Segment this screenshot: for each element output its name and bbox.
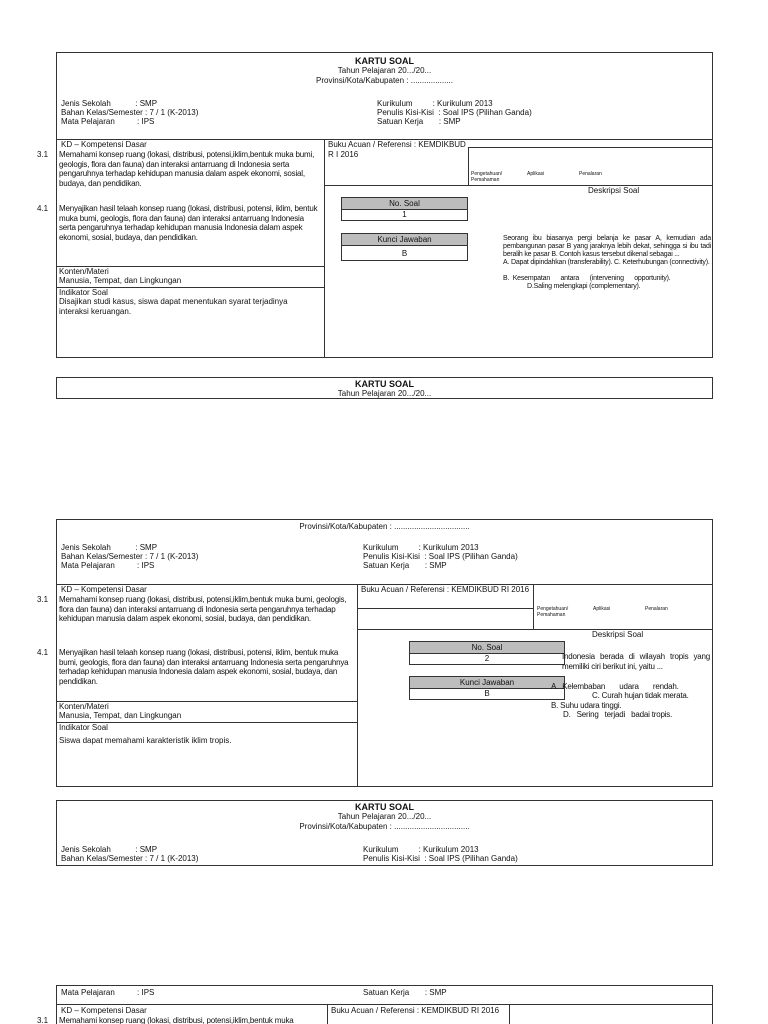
deskripsi-label: Deskripsi Soal [592, 630, 644, 639]
kunci-box [341, 233, 468, 261]
kunci-value: B [401, 249, 408, 258]
subject-field: Mata Pelajaran : IPS [61, 561, 155, 570]
deskripsi-label: Deskripsi Soal [588, 186, 640, 195]
writer-field: Penulis Kisi-Kisi : Soal IPS (Pilihan Ganda) [377, 108, 532, 117]
kd2-text: Menyajikan hasil telaah konsep ruang (lokasi, distribusi, potensi, iklim, bentuk muka bumi, geologis, flora dan fauna) dan interaksi antarruang Indonesia serta pengaruhnya terhadap kehidupan manusia Indonesia dalam aspek ekonomi, sosial, budaya, dan pendidikan. [59, 204, 318, 242]
writer-field: Penulis Kisi-Kisi : Soal IPS (Pilihan Ganda) [363, 854, 518, 863]
konten-value: Manusia, Tempat, dan Lingkungan [59, 276, 182, 285]
option-a: A. Kelembaban udara rendah. [551, 682, 679, 691]
unit-field: Satuan Kerja : SMP [363, 988, 447, 997]
kunci-label: Kunci Jawaban [342, 234, 467, 246]
kartu-soal-card-4 [56, 800, 713, 866]
kd2-number: 4.1 [37, 648, 49, 657]
option-d: D.Saling melengkapi (complementary). [527, 283, 641, 290]
kd-title: KD – Kompetensi Dasar [61, 1006, 147, 1015]
kartu-soal-card-2 [56, 377, 713, 399]
kunci-box [409, 676, 565, 700]
school-field: Jenis Sekolah : SMP [61, 543, 158, 552]
card-year: Tahun Pelajaran 20.../20... [337, 389, 432, 398]
kd1-text: Memahami konsep ruang (lokasi, distribusi, potensi,iklim,bentuk muka bumi, geologis, flora dan fauna) dan interaksi antarruang di Indonesia serta pengaruhnya terhadap kehidupan manusia dalam aspek ekonomi, sosial, budaya, dan pendidikan. [59, 595, 347, 624]
curriculum-field: Kurikulum : Kurikulum 2013 [363, 543, 479, 552]
konten-label: Konten/Materi [59, 267, 109, 276]
buku-acuan: Buku Acuan / Referensi : KEMDIKBUD R I 2016 [328, 140, 466, 159]
card-province: Provinsi/Kota/Kabupaten : .................................. [299, 822, 470, 831]
unit-field: Satuan Kerja : SMP [363, 561, 447, 570]
buku-acuan: Buku Acuan / Referensi : KEMDIKBUD RI 2016 [331, 1006, 500, 1015]
writer-field: Penulis Kisi-Kisi : Soal IPS (Pilihan Ganda) [363, 552, 518, 561]
kd1-text: Memahami konsep ruang (lokasi, distribusi, potensi,iklim,bentuk muka [59, 1016, 294, 1024]
buku-acuan: Buku Acuan / Referensi : KEMDIKBUD RI 2016 [361, 585, 530, 594]
level-aplikasi: Aplikasi [593, 606, 611, 612]
no-soal-box [409, 641, 565, 665]
kunci-label: Kunci Jawaban [410, 677, 564, 689]
card-province: Provinsi/Kota/Kabupaten : ................... [316, 76, 453, 85]
konten-value: Manusia, Tempat, dan Lingkungan [59, 711, 182, 720]
no-soal-value: 2 [484, 654, 490, 663]
subject-field: Mata Pelajaran : IPS [61, 117, 155, 126]
level-aplikasi: Aplikasi [527, 171, 545, 177]
option-b: B. Suhu udara tinggi. [551, 701, 622, 710]
option-b: B. Kesempatan antara (intervening opportunity). [503, 275, 671, 282]
question-text: Indonesia berada di wilayah tropis yang memiliki ciri berikut ini, yaitu ... [562, 652, 710, 671]
card-year: Tahun Pelajaran 20.../20... [337, 812, 432, 821]
kd1-number: 3.1 [37, 1016, 49, 1024]
indikator-label: Indikator Soal [59, 723, 108, 732]
kd-title: KD – Kompetensi Dasar [61, 140, 147, 149]
kd2-text: Menyajikan hasil telaah konsep ruang (lokasi, distribusi, potensi, iklim, bentuk muka bumi, geologis, flora dan fauna) dan interaksi antarruang Indonesia serta pengaruhnya terhadap kehidupan manusia Indonesia dalam aspek ekonomi, sosial, budaya, dan pendidikan. [59, 648, 349, 686]
school-field: Jenis Sekolah : SMP [61, 99, 158, 108]
level-pengetahuan: Pengetahuan/ Pemahaman [537, 606, 569, 618]
grade-field: Bahan Kelas/Semester : 7 / 1 (K-2013) [61, 552, 199, 561]
no-soal-label: No. Soal [410, 642, 564, 654]
kartu-soal-card-5 [37, 985, 713, 1024]
option-c: C. Curah hujan tidak merata. [592, 691, 689, 700]
grade-field: Bahan Kelas/Semester : 7 / 1 (K-2013) [61, 854, 199, 863]
card-title: KARTU SOAL [355, 802, 414, 812]
option-d: D. Sering terjadi badai tropis. [563, 710, 673, 719]
no-soal-label: No. Soal [342, 198, 467, 210]
indikator-label: Indikator Soal [59, 288, 108, 297]
unit-field: Satuan Kerja : SMP [377, 117, 461, 126]
grade-field: Bahan Kelas/Semester : 7 / 1 (K-2013) [61, 108, 199, 117]
card-year: Tahun Pelajaran 20.../20... [337, 66, 432, 75]
curriculum-field: Kurikulum : Kurikulum 2013 [377, 99, 493, 108]
kd2-number: 4.1 [37, 204, 49, 213]
level-penalaran: Penalaran [579, 171, 602, 177]
kartu-soal-card-1 [37, 52, 713, 358]
school-field: Jenis Sekolah : SMP [61, 845, 158, 854]
card-province: Provinsi/Kota/Kabupaten : .................................. [299, 522, 470, 531]
level-penalaran: Penalaran [645, 606, 668, 612]
subject-field: Mata Pelajaran : IPS [61, 988, 155, 997]
kartu-soal-card-3 [37, 519, 713, 787]
no-soal-value: 1 [402, 210, 407, 219]
kd1-number: 3.1 [37, 595, 49, 604]
no-soal-box [341, 197, 468, 221]
indikator-value: Disajikan studi kasus, siswa dapat menentukan syarat terjadinya interaksi keruangan. [59, 297, 288, 316]
question-text: Seorang ibu biasanya pergi belanja ke pasar A, kemudian ada pembangunan pasar B yang jaraknya lebih dekat, sehingga si ibu tadi beralih ke pasar B. Contoh kasus tersebut dikenal sebagai ... [503, 235, 711, 258]
konten-label: Konten/Materi [59, 702, 109, 711]
level-pengetahuan: Pengetahuan/ Pemahaman [471, 171, 503, 183]
kd1-number: 3.1 [37, 150, 49, 159]
curriculum-field: Kurikulum : Kurikulum 2013 [363, 845, 479, 854]
card-title: KARTU SOAL [355, 56, 414, 66]
option-a-c: A. Dapat dipindahkan (transferability). C. Keterhubungan (connectivity). [503, 259, 710, 266]
kd-title: KD – Kompetensi Dasar [61, 585, 147, 594]
indikator-value: Siswa dapat memahami karakteristik iklim tropis. [59, 736, 232, 745]
kd1-text: Memahami konsep ruang (lokasi, distribusi, potensi,iklim,bentuk muka bumi, geologis, flora dan fauna) dan interaksi antarruang di Indonesia serta pengaruhnya terhadap kehidupan manusia dalam aspek ekonomi, sosial, budaya, dan pendidikan. [59, 150, 315, 188]
kunci-value: B [484, 689, 490, 698]
card-title: KARTU SOAL [355, 379, 414, 389]
